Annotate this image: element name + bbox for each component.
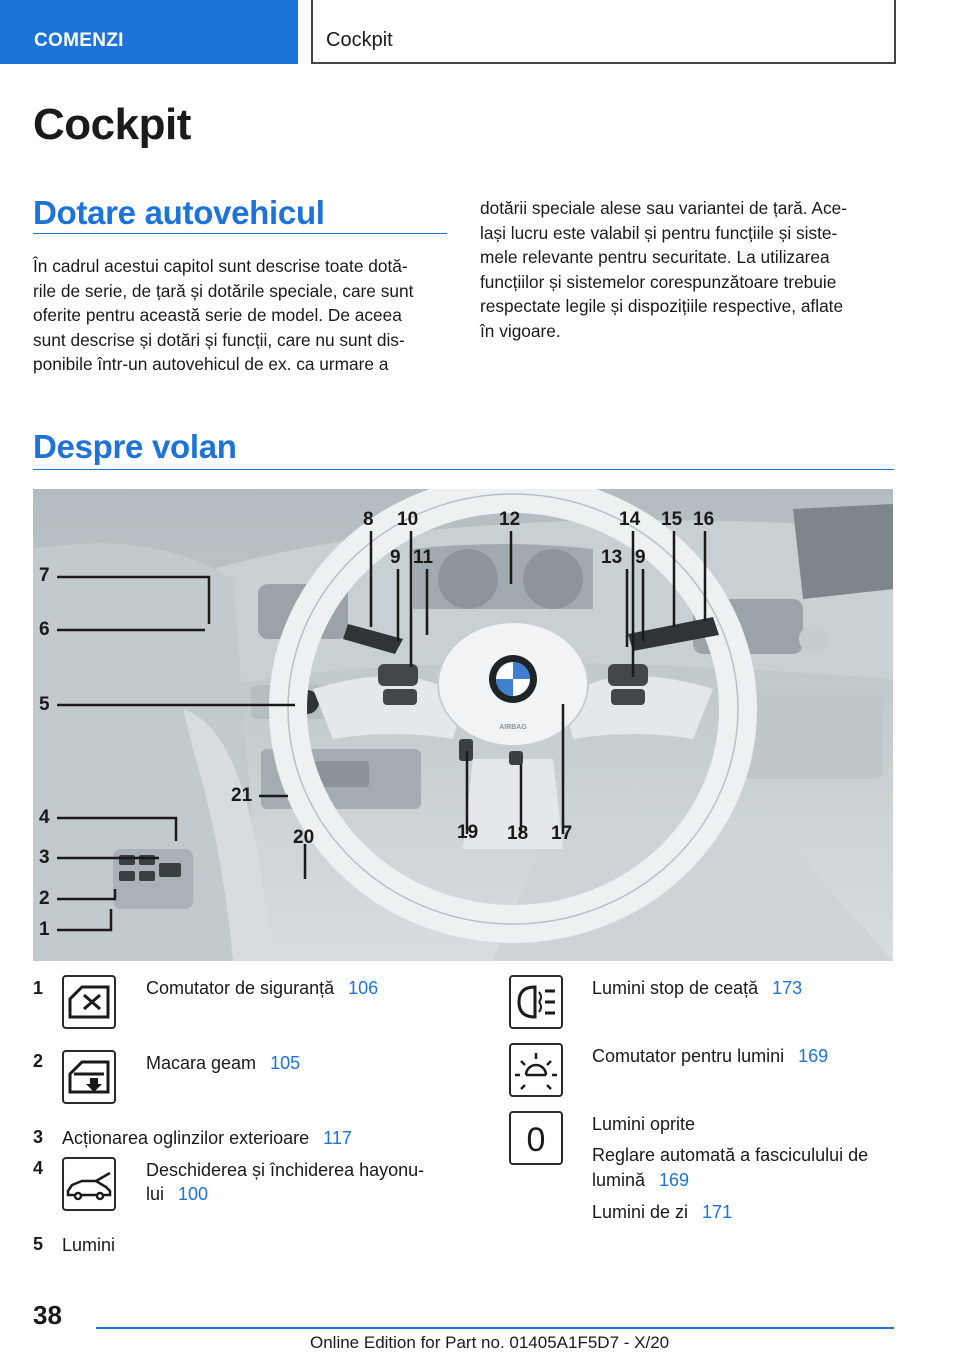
intro-column-left	[33, 254, 413, 377]
section-tab	[0, 0, 298, 64]
footer-edition: Online Edition for Part no. 01405A1F5D7 - X/20	[310, 1333, 670, 1352]
callout-10: 10	[397, 509, 419, 530]
legend-item-fog	[592, 976, 802, 1000]
callout-9-right: 9	[635, 547, 646, 568]
page-ref-link[interactable]: 169	[659, 1170, 690, 1190]
text-line: rile de serie, de țară și dotările speciale, care sunt	[33, 280, 414, 301]
callout-16: 16	[693, 509, 715, 530]
legend-item-1	[146, 976, 378, 1000]
page-ref-link[interactable]: 106	[348, 978, 379, 998]
text-line: mele relevante pentru securitate. La utilizarea	[480, 247, 830, 267]
legend-item-lights-off	[592, 1111, 868, 1226]
text-line: funcțiilor și sistemelor corespunzătoare trebuie	[480, 271, 837, 292]
legend-text: Lumini oprite	[592, 1114, 696, 1134]
chapter-label: Cockpit	[326, 29, 393, 51]
legend-text: lumină	[592, 1170, 646, 1190]
legend-text: Comutator de siguranță	[146, 978, 335, 998]
callout-11: 11	[413, 547, 434, 568]
callout-5: 5	[39, 694, 50, 715]
page-title: Cockpit	[33, 100, 191, 149]
legend-text: Lumini de zi	[592, 1202, 689, 1222]
legend-text: Lumini stop de ceață	[592, 978, 759, 998]
text-line: în vigoare.	[480, 320, 561, 341]
legend-number: 5	[33, 1234, 44, 1254]
legend-number: 2	[33, 1051, 44, 1071]
callout-21: 21	[231, 785, 253, 806]
page-number: 38	[33, 1300, 62, 1330]
text-line: respectate legile și dispozițiile respective, aflate	[480, 296, 844, 316]
intro-column-right	[480, 196, 847, 343]
page-ref-link[interactable]: 105	[270, 1053, 301, 1073]
window-lock-icon	[62, 975, 116, 1029]
legend-item-4	[146, 1158, 424, 1206]
legend-item-2	[146, 1051, 300, 1075]
legend-item-3	[62, 1126, 352, 1150]
legend-item-5	[62, 1233, 115, 1257]
text-line: ponibile într-un autovehicul de ex. ca urmare a	[33, 354, 389, 374]
legend-text: Lumini	[62, 1235, 116, 1255]
callout-18: 18	[507, 823, 529, 844]
callout-20: 20	[293, 827, 315, 848]
callout-14: 14	[619, 509, 641, 530]
legend-text: Comutator pentru lumini	[592, 1046, 785, 1066]
page-ref-link[interactable]: 169	[798, 1046, 829, 1066]
legend-number: 1	[33, 978, 44, 998]
legend-text: Reglare automată a fasciculului de	[592, 1145, 869, 1165]
callout-12: 12	[499, 509, 521, 530]
callout-17: 17	[551, 823, 573, 844]
section-title-volan: Despre volan	[33, 428, 237, 465]
legend-number: 3	[33, 1127, 44, 1147]
section-title-dotare: Dotare autovehicul	[33, 194, 325, 231]
footer-rule	[96, 1327, 894, 1329]
lights-off-icon	[509, 1111, 563, 1165]
page-ref-link[interactable]: 117	[323, 1128, 352, 1148]
callout-6: 6	[39, 619, 50, 640]
legend-item-light-switch	[592, 1044, 828, 1068]
text-line: dotării speciale alese sau variantei de țară. Ace-	[480, 198, 847, 218]
legend-text: lui	[146, 1184, 165, 1204]
page-ref-link[interactable]: 173	[772, 978, 803, 998]
callout-9: 9	[390, 547, 401, 568]
page-ref-link[interactable]: 171	[702, 1202, 733, 1222]
tailgate-icon	[62, 1157, 116, 1211]
page-ref-link[interactable]: 100	[178, 1184, 209, 1204]
callout-15: 15	[661, 509, 683, 530]
callout-8: 8	[363, 509, 374, 530]
window-lift-icon	[62, 1050, 116, 1104]
callout-1: 1	[39, 919, 50, 940]
callout-13: 13	[601, 547, 623, 568]
callout-lines	[33, 489, 893, 961]
callout-7: 7	[39, 565, 50, 586]
text-line: În cadrul acestui capitol sunt descrise toate dotă-	[33, 256, 408, 276]
text-line: oferite pentru această serie de model. De aceea	[33, 305, 402, 325]
section-rule	[33, 233, 447, 234]
chapter-tab	[311, 0, 896, 64]
light-switch-icon	[509, 1043, 563, 1097]
lights-off-glyph: 0	[526, 1121, 546, 1159]
cockpit-illustration	[33, 489, 893, 961]
callout-2: 2	[39, 888, 50, 909]
legend-text: Acționarea oglinzilor exterioare	[62, 1128, 310, 1148]
section-label: COMENZI	[34, 30, 124, 51]
legend-number: 4	[33, 1158, 44, 1178]
callout-3: 3	[39, 847, 50, 868]
section-rule	[33, 469, 894, 470]
callout-19: 19	[457, 822, 479, 843]
rear-fog-light-icon	[509, 975, 563, 1029]
airbag-label: AIRBAG	[499, 724, 527, 731]
text-line: sunt descrise și dotări și funcții, care nu sunt dis-	[33, 329, 405, 350]
legend-text: Deschiderea și închiderea hayonu-	[146, 1160, 425, 1180]
text-line: lași lucru este valabil și pentru funcțiile și siste-	[480, 222, 838, 243]
legend-text: Macara geam	[146, 1053, 257, 1073]
callout-4: 4	[39, 807, 50, 828]
